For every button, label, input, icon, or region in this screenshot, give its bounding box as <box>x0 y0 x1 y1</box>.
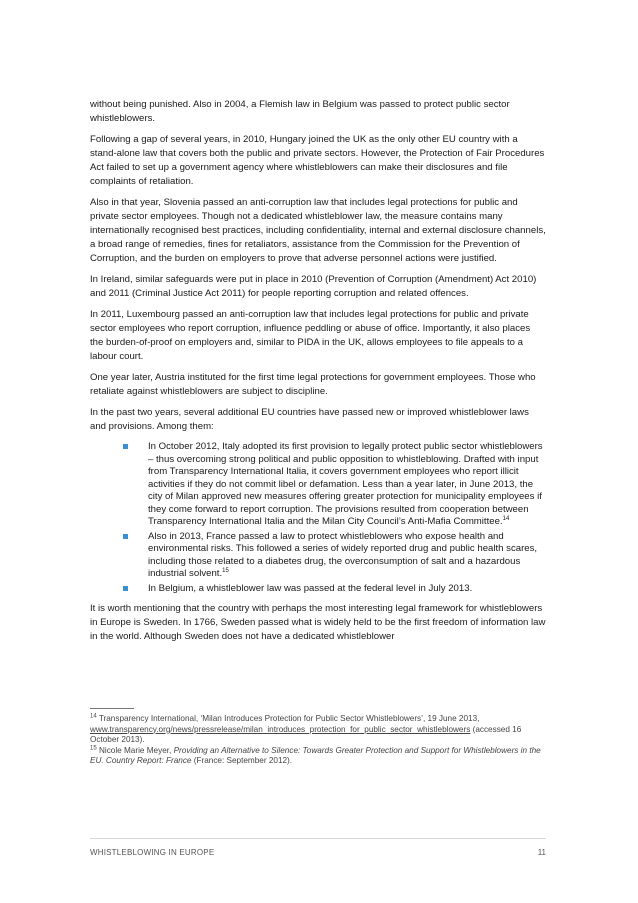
footnote-ref: 15 <box>222 567 229 574</box>
footnote-number: 15 <box>90 744 97 751</box>
paragraph-7: In the past two years, several additional EU countries have passed new or improved whistleblower laws and provisions. Among them: <box>90 407 529 432</box>
paragraph-5: In 2011, Luxembourg passed an anti-corruption law that includes legal protections for public and private sector employees who report corruption, influence peddling or abuse of office. Importantly, it also places the burden-of-proof on employers and, similar to PIDA in the UK, allows employees to file appeals to a labour court. <box>90 309 531 362</box>
paragraph-6: One year later, Austria instituted for the first time legal protections for government employees. Those who retaliate against whistleblowers are subject to discipline. <box>90 372 536 397</box>
footnote-text: Transparency International, ‘Milan Introduces Protection for Public Sector Whistleblowers’, 19 June 2013, <box>96 714 480 723</box>
square-bullet-icon <box>123 586 128 591</box>
document-body <box>90 98 546 651</box>
footer-divider <box>90 838 546 839</box>
footnote-divider <box>90 708 134 709</box>
list-item <box>148 583 546 596</box>
bullet-list <box>90 441 546 595</box>
footnote-title: Providing an Alternative to Silence: Towards Greater Protection and Support for Whistleblowers in the EU. Country Report: France <box>90 745 541 765</box>
bullet-text: In October 2012, Italy adopted its first provision to legally protect public sector whistleblowers – thus overcoming strong political and public opposition to whistleblowing. Drafted with input from Transparency International Italia, it covers government employees who report illicit activities if they do not commit libel or defamation. Less than a year later, in June 2013, the city of Milan approved new measures offering greater protection for municipality employees if they come forward to report corruption. The provisions resulted from cooperation between Transparency International Italia and the Milan City Council’s Anti-Mafia Committee. <box>148 441 543 527</box>
paragraph-4: In Ireland, similar safeguards were put in place in 2010 (Prevention of Corruption (Amendment) Act 2010) and 2011 (Criminal Justice Act 2011) for people reporting corruption and related offences. <box>90 274 537 299</box>
closing-paragraph: It is worth mentioning that the country with perhaps the most interesting legal framework for whistleblowers in Europe is Sweden. In 1766, Sweden passed what is widely held to be the first freedom of information law in the world. Although Sweden does not have a dedicated whistleblower <box>90 603 546 642</box>
footnote-15 <box>90 746 550 767</box>
footnote-text-after: (France: September 2012). <box>191 756 293 765</box>
list-item <box>148 531 546 581</box>
footnote-ref: 14 <box>502 515 510 522</box>
square-bullet-icon <box>123 534 128 539</box>
bullet-text: In Belgium, a whistleblower law was passed at the federal level in July 2013. <box>148 582 473 594</box>
footer-title: WHISTLEBLOWING IN EUROPE <box>90 848 215 857</box>
paragraph-3: Also in that year, Slovenia passed an anti-corruption law that includes legal protections for public and private sector employees. Though not a dedicated whistleblower law, the measure contains many internationally recognised best practices, including confidentiality, internal and external disclosure channels, a broad range of remedies, fines for retaliators, assistance from the Commission for the Prevention of Corruption, and the burden on employers to prove that adverse personnel actions were justified. <box>90 197 546 264</box>
footnote-link[interactable]: www.transparency.org/news/pressrelease/milan_introduces_protection_for_public_sector_whistleblowers <box>90 724 471 734</box>
page-number: 11 <box>537 848 546 857</box>
footnote-14 <box>90 714 550 746</box>
footnotes <box>90 714 550 767</box>
footnote-text-after: (accessed 16 October 2013). <box>90 724 522 744</box>
square-bullet-icon <box>123 444 128 449</box>
bullet-text: Also in 2013, France passed a law to protect whistleblowers who expose health and environmental risks. This followed a series of widely reported drug and public health scares, including those related to a diabetes drug, the overconsumption of salt and a hazardous industrial solvent. <box>148 530 538 579</box>
paragraph-1: without being punished. Also in 2004, a Flemish law in Belgium was passed to protect public sector whistleblowers. <box>90 99 510 124</box>
footnote-number: 14 <box>90 713 97 720</box>
paragraph-2: Following a gap of several years, in 2010, Hungary joined the UK as the only other EU country with a stand-alone law that covers both the public and private sectors. However, the Protection of Fair Procedures Act failed to set up a government agency where whistleblowers can make their disclosures and file complaints of retaliation. <box>90 134 545 187</box>
footnote-text: Nicole Marie Meyer, <box>96 745 174 755</box>
list-item <box>148 441 546 529</box>
